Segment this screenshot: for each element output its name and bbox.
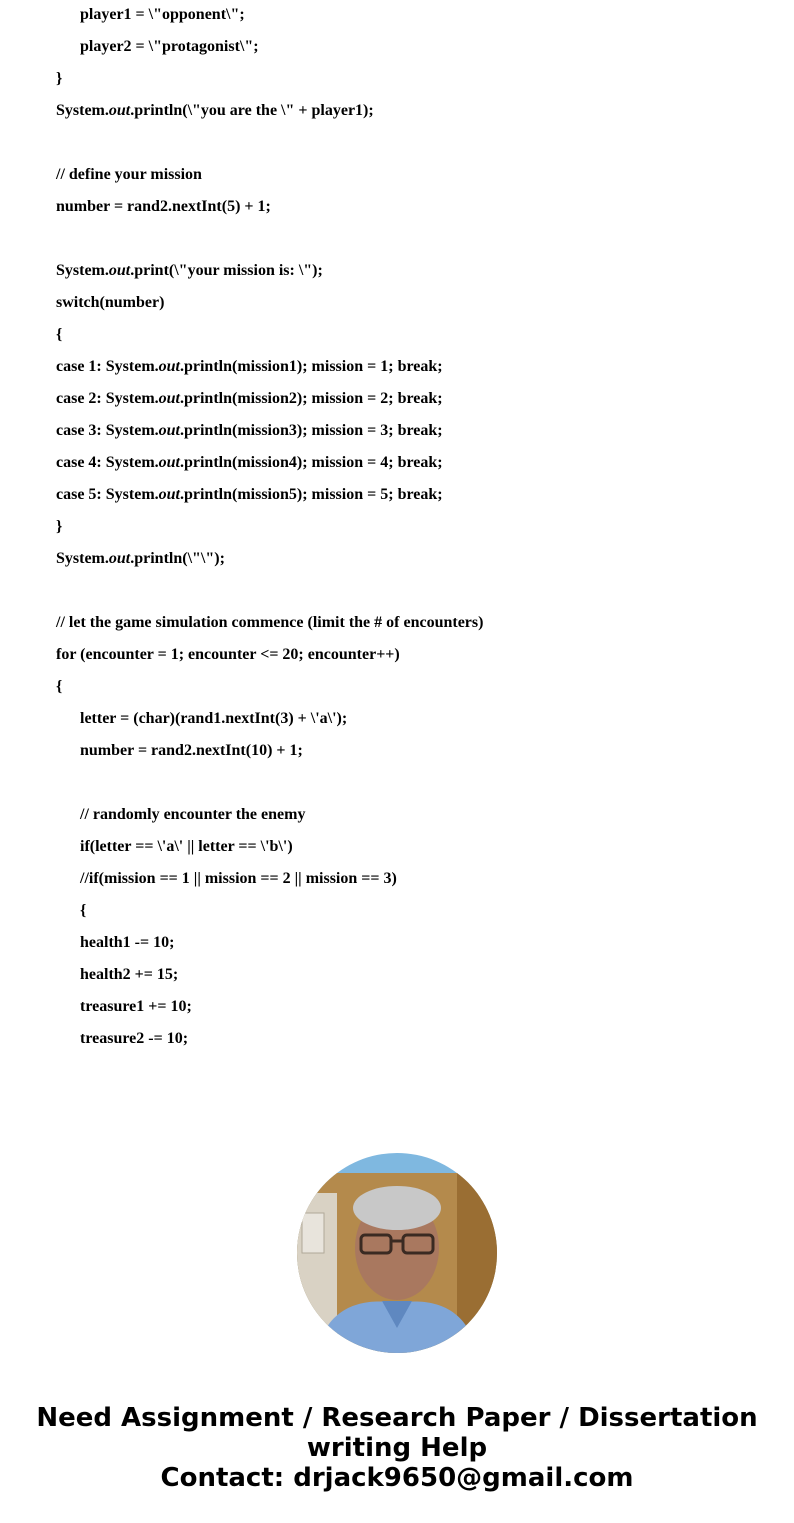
code-token: .println(\"\"); bbox=[130, 550, 225, 567]
code-token: .println(mission1); mission = 1; break; bbox=[179, 358, 443, 375]
code-italic-token: out bbox=[108, 262, 131, 279]
code-line bbox=[56, 0, 776, 32]
code-line bbox=[56, 830, 776, 864]
code-token: // define your mission bbox=[56, 166, 202, 183]
code-token: case 2: System. bbox=[56, 390, 159, 407]
code-line bbox=[56, 958, 776, 992]
code-token: { bbox=[56, 326, 63, 343]
code-line bbox=[56, 158, 776, 192]
code-line bbox=[56, 798, 776, 832]
code-token: case 5: System. bbox=[56, 486, 159, 503]
code-token: for (encounter = 1; encounter <= 20; encounter++) bbox=[56, 646, 400, 663]
code-line bbox=[56, 446, 776, 480]
code-token: .println(mission2); mission = 2; break; bbox=[179, 390, 443, 407]
code-line bbox=[56, 222, 776, 256]
code-token: .println(mission4); mission = 4; break; bbox=[179, 454, 443, 471]
code-line bbox=[56, 702, 776, 736]
code-line bbox=[56, 126, 776, 160]
code-token: treasure2 -= 10; bbox=[80, 1030, 189, 1047]
code-line bbox=[56, 94, 776, 128]
code-line bbox=[56, 926, 776, 960]
code-line bbox=[56, 990, 776, 1024]
code-listing bbox=[56, 0, 776, 1056]
code-line bbox=[56, 286, 776, 320]
code-token: System. bbox=[56, 550, 109, 567]
code-line bbox=[56, 30, 776, 64]
code-line bbox=[56, 318, 776, 352]
promo-banner bbox=[0, 1403, 794, 1493]
code-line bbox=[56, 62, 776, 96]
code-token: System. bbox=[56, 262, 109, 279]
portrait-image bbox=[297, 1153, 497, 1353]
code-token: .print(\"your mission is: \"); bbox=[130, 262, 323, 279]
code-line bbox=[56, 638, 776, 672]
code-line bbox=[56, 190, 776, 224]
code-line bbox=[56, 350, 776, 384]
code-italic-token: out bbox=[108, 102, 131, 119]
code-token: player1 = \"opponent\"; bbox=[80, 6, 245, 23]
code-italic-token: out bbox=[158, 454, 180, 471]
code-token: letter = (char)(rand1.nextInt(3) + \'a\'); bbox=[80, 710, 348, 727]
code-token: // let the game simulation commence (limit the # of encounters) bbox=[56, 614, 484, 631]
code-line bbox=[56, 766, 776, 800]
code-token: health2 += 15; bbox=[80, 966, 179, 983]
code-line bbox=[56, 734, 776, 768]
code-token: number = rand2.nextInt(5) + 1; bbox=[56, 198, 271, 215]
code-token: { bbox=[80, 902, 87, 919]
code-token: //if(mission == 1 || mission == 2 || mission == 3) bbox=[80, 870, 397, 887]
code-line bbox=[56, 894, 776, 928]
code-line bbox=[56, 478, 776, 512]
code-line bbox=[56, 862, 776, 896]
promo-contact: Contact: drjack9650@gmail.com bbox=[160, 1463, 634, 1493]
code-line bbox=[56, 574, 776, 608]
code-line bbox=[56, 670, 776, 704]
code-token: .println(mission5); mission = 5; break; bbox=[179, 486, 443, 503]
code-line bbox=[56, 382, 776, 416]
code-line bbox=[56, 510, 776, 544]
code-token: switch(number) bbox=[56, 294, 165, 311]
code-line bbox=[56, 606, 776, 640]
code-line bbox=[56, 414, 776, 448]
code-italic-token: out bbox=[158, 422, 180, 439]
code-line bbox=[56, 1022, 776, 1056]
author-photo bbox=[297, 1153, 497, 1353]
code-italic-token: out bbox=[108, 550, 131, 567]
code-line bbox=[56, 542, 776, 576]
code-token: health1 -= 10; bbox=[80, 934, 175, 951]
promo-line-1: Need Assignment / Research Paper / Dissertation bbox=[36, 1403, 758, 1433]
code-token: .println(mission3); mission = 3; break; bbox=[179, 422, 443, 439]
code-token: if(letter == \'a\' || letter == \'b\') bbox=[80, 838, 293, 855]
code-italic-token: out bbox=[158, 390, 180, 407]
code-token: // randomly encounter the enemy bbox=[80, 806, 306, 823]
code-token: } bbox=[56, 70, 63, 87]
code-token: player2 = \"protagonist\"; bbox=[80, 38, 259, 55]
code-token: System. bbox=[56, 102, 109, 119]
code-token: case 3: System. bbox=[56, 422, 159, 439]
code-line bbox=[56, 254, 776, 288]
code-token: case 1: System. bbox=[56, 358, 159, 375]
code-token: } bbox=[56, 518, 63, 535]
code-italic-token: out bbox=[158, 358, 180, 375]
code-italic-token: out bbox=[158, 486, 180, 503]
code-token: { bbox=[56, 678, 63, 695]
promo-line-2: writing Help bbox=[306, 1433, 488, 1463]
code-token: treasure1 += 10; bbox=[80, 998, 192, 1015]
code-token: case 4: System. bbox=[56, 454, 159, 471]
code-token: .println(\"you are the \" + player1); bbox=[130, 102, 374, 119]
code-token: number = rand2.nextInt(10) + 1; bbox=[80, 742, 303, 759]
